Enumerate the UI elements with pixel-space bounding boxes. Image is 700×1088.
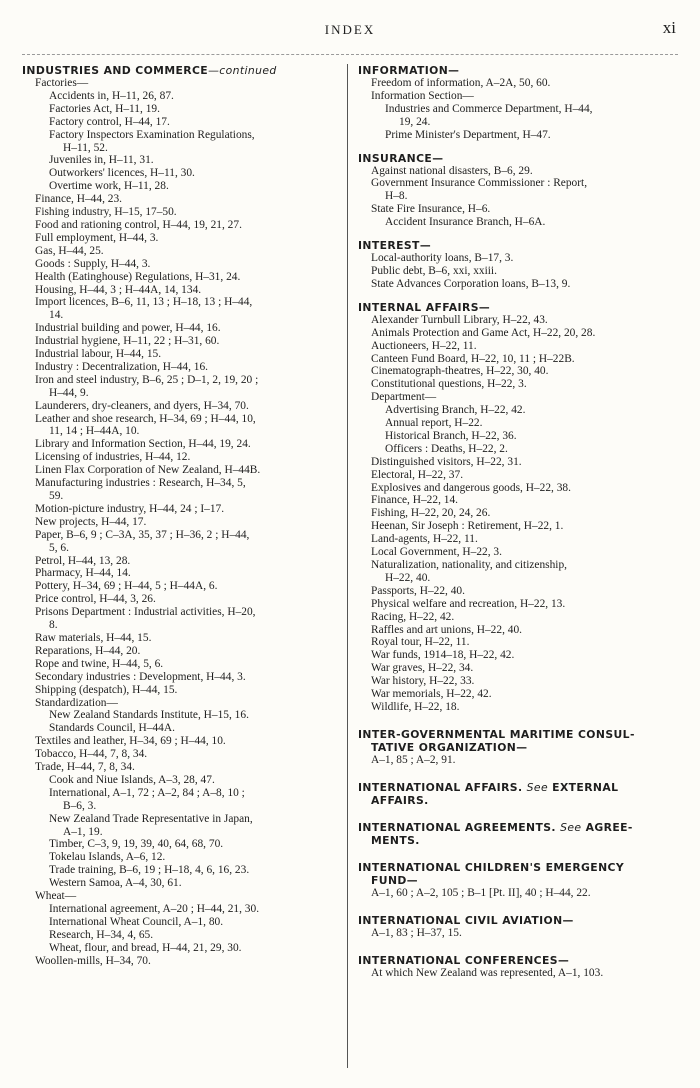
index-entry: [22, 374, 340, 387]
index-entry: [22, 232, 340, 245]
index-entry: [22, 735, 340, 748]
entry-text: INTERNATIONAL CONFERENCES—: [358, 953, 570, 967]
entry-text: Gas, H–44, 25.: [35, 244, 104, 257]
index-entry: [358, 675, 676, 688]
index-entry: [358, 636, 676, 649]
entry-text: Cinematograph-theatres, H–22, 30, 40.: [371, 365, 549, 378]
index-entry: [22, 477, 340, 490]
entry-text: New Zealand Trade Representative in Japan,: [49, 812, 253, 825]
index-entry: [358, 585, 676, 598]
entry-text: Raw materials, H–44, 15.: [35, 631, 152, 644]
index-entry: [358, 353, 676, 366]
entry-text: International agreement, A–20 ; H–44, 21, 30.: [49, 903, 260, 915]
index-heading: [358, 954, 676, 967]
entry-text: Goods : Supply, H–44, 3.: [35, 257, 151, 270]
entry-text: A–1, 19.: [63, 825, 103, 838]
index-entry: [22, 309, 340, 322]
entry-text: Rope and twine, H–44, 5, 6.: [35, 657, 164, 670]
entry-text: Finance, H–44, 23.: [35, 193, 122, 206]
index-entry: [22, 361, 340, 374]
index-entry: [358, 559, 676, 572]
entry-text: Research, H–34, 4, 65.: [49, 928, 154, 941]
entry-text: Textiles and leather, H–34, 69 ; H–44, 10.: [35, 735, 226, 748]
index-entry: [22, 864, 340, 877]
index-entry: [22, 748, 340, 761]
index-column-left: [22, 64, 340, 968]
entry-text: 8.: [49, 619, 58, 632]
page-number: xi: [662, 18, 676, 37]
entry-text: War graves, H–22, 34.: [371, 662, 474, 675]
entry-text: Trade, H–44, 7, 8, 34.: [35, 761, 135, 774]
entry-text: Annual report, H–22.: [385, 417, 483, 430]
entry-text: Reparations, H–44, 20.: [35, 644, 141, 657]
entry-text: Shipping (despatch), H–44, 15.: [35, 683, 178, 696]
index-entry: [22, 826, 340, 839]
entry-text: INTERNATIONAL AFFAIRS.: [358, 780, 523, 794]
index-heading: [358, 239, 676, 252]
entry-text: Standardization—: [35, 696, 118, 709]
index-entry: [22, 154, 340, 167]
index-entry: [358, 252, 676, 265]
entry-text: State Advances Corporation loans, B–13, 9.: [371, 277, 571, 290]
entry-text: War funds, 1914–18, H–22, 42.: [371, 649, 515, 662]
entry-text: Heenan, Sir Joseph : Retirement, H–22, 1.: [371, 520, 564, 533]
index-entry: [22, 580, 340, 593]
index-entry: [22, 645, 340, 658]
entry-text: Tobacco, H–44, 7, 8, 34.: [35, 748, 148, 761]
entry-text: 19, 24.: [399, 115, 431, 128]
entry-text: Paper, B–6, 9 ; C–3A, 35, 37 ; H–36, 2 ; H–44,: [35, 528, 250, 541]
index-entry: [358, 967, 676, 980]
entry-text: Industrial hygiene, H–11, 22 ; H–31, 60.: [35, 335, 220, 348]
index-heading: [358, 781, 676, 794]
index-entry: [22, 619, 340, 632]
entry-text: Explosives and dangerous goods, H–22, 38.: [371, 481, 571, 494]
entry-spacer: [358, 714, 676, 728]
entry-text: B–6, 3.: [63, 799, 97, 812]
index-entry: [358, 103, 676, 116]
index-entry: [22, 296, 340, 309]
entry-text: Local Government, H–22, 3.: [371, 546, 502, 559]
entry-text: Land-agents, H–22, 11.: [371, 533, 478, 546]
entry-text: INSURANCE—: [358, 151, 444, 165]
index-entry: [358, 469, 676, 482]
index-entry: [22, 877, 340, 890]
entry-text: Alexander Turnbull Library, H–22, 43.: [371, 313, 548, 326]
index-entry: [22, 284, 340, 297]
index-entry: [358, 662, 676, 675]
entry-text: 14.: [49, 309, 64, 322]
entry-text: Canteen Fund Board, H–22, 10, 11 ; H–22B.: [371, 352, 575, 365]
index-entry: [358, 546, 676, 559]
entry-text: Accident Insurance Branch, H–6A.: [385, 216, 546, 229]
entry-text: Prisons Department : Industrial activities, H–20,: [35, 606, 256, 619]
index-column-right: [358, 64, 676, 980]
entry-spacer: [358, 847, 676, 861]
entry-text: INTEREST—: [358, 239, 432, 253]
index-entry: [22, 503, 340, 516]
entry-text: Linen Flax Corporation of New Zealand, H–44B.: [35, 464, 261, 477]
entry-text: 59.: [49, 490, 64, 502]
entry-text: International, A–1, 72 ; A–2, 84 ; A–8, 10 ;: [49, 786, 245, 799]
page-header: [0, 0, 700, 60]
entry-text: INFORMATION—: [358, 64, 460, 77]
entry-text: New Zealand Standards Institute, H–15, 16.: [49, 709, 249, 722]
index-entry: [22, 516, 340, 529]
see-reference: See: [560, 820, 582, 834]
index-entry: [22, 555, 340, 568]
entry-text: Import licences, B–6, 11, 13 ; H–18, 13 ; H–44,: [35, 296, 253, 309]
index-entry: [22, 451, 340, 464]
index-heading: [358, 914, 676, 927]
index-entry: [358, 927, 676, 940]
index-heading: [358, 794, 676, 807]
index-entry: [22, 322, 340, 335]
entry-text: H–22, 40.: [385, 571, 431, 584]
entry-text: Wildlife, H–22, 18.: [371, 700, 460, 713]
index-entry: [22, 903, 340, 916]
entry-text: Racing, H–22, 42.: [371, 610, 455, 623]
entry-text: Juveniles in, H–11, 31.: [49, 154, 154, 167]
entry-text: Industrial labour, H–44, 15.: [35, 348, 162, 361]
entry-text: Overtime work, H–11, 28.: [49, 180, 169, 193]
index-entry: [22, 838, 340, 851]
index-entry: [22, 684, 340, 697]
entry-text: Accidents in, H–11, 26, 87.: [49, 89, 174, 102]
index-entry: [22, 348, 340, 361]
index-entry: [358, 77, 676, 90]
index-entry: [358, 649, 676, 662]
entry-text: Food and rationing control, H–44, 19, 21, 27.: [35, 218, 242, 231]
entry-text: Woollen-mills, H–34, 70.: [35, 954, 151, 967]
entry-text: Housing, H–44, 3 ; H–44A, 14, 134.: [35, 283, 202, 296]
index-entry: [358, 340, 676, 353]
index-entry: [358, 754, 676, 767]
entry-text: Passports, H–22, 40.: [371, 584, 465, 597]
index-entry: [358, 90, 676, 103]
entry-text: Western Samoa, A–4, 30, 61.: [49, 877, 182, 890]
page-title: INDEX: [324, 22, 376, 37]
entry-text: A–1, 60 ; A–2, 105 ; B–1 [Pt. II], 40 ; H–44, 22.: [371, 886, 591, 899]
entry-text: Industry : Decentralization, H–44, 16.: [35, 360, 209, 373]
index-entry: [22, 90, 340, 103]
entry-text: Secondary industries : Development, H–44, 3.: [35, 670, 246, 683]
index-entry: [22, 955, 340, 968]
entry-spacer: [358, 807, 676, 821]
entry-text: Industrial building and power, H–44, 16.: [35, 322, 221, 335]
entry-text: Factories Act, H–11, 19.: [49, 102, 160, 115]
index-entry: [22, 542, 340, 555]
continued-label: —continued: [208, 64, 277, 77]
entry-text: A–1, 85 ; A–2, 91.: [371, 753, 456, 766]
entry-text: Fishing, H–22, 20, 24, 26.: [371, 507, 491, 520]
index-heading: [358, 861, 676, 874]
entry-text: Naturalization, nationality, and citizenship,: [371, 559, 568, 571]
entry-text: Motion-picture industry, H–44, 24 ; I–17.: [35, 502, 225, 515]
index-entry: [22, 219, 340, 232]
entry-text: INTERNATIONAL CHILDREN'S EMERGENCY: [358, 860, 625, 874]
entry-text: H–44, 9.: [49, 386, 89, 399]
index-entry: [22, 167, 340, 180]
index-heading: [358, 834, 676, 847]
entry-text: MENTS.: [371, 833, 420, 847]
entry-text: Freedom of information, A–2A, 50, 60.: [371, 77, 551, 89]
index-entry: [22, 929, 340, 942]
entry-text: Factories—: [35, 77, 89, 89]
entry-text: Prime Minister's Department, H–47.: [385, 128, 551, 141]
index-heading: [358, 728, 676, 741]
index-entry: [358, 216, 676, 229]
entry-text: 11, 14 ; H–44A, 10.: [49, 425, 140, 438]
index-entry: [22, 103, 340, 116]
index-entry: [22, 464, 340, 477]
entry-text: INDUSTRIES AND COMMERCE: [22, 64, 209, 77]
index-entry: [22, 335, 340, 348]
see-target: AGREE-: [585, 820, 633, 834]
entry-text: Animals Protection and Game Act, H–22, 20, 28.: [371, 326, 596, 339]
entry-text: State Fire Insurance, H–6.: [371, 203, 491, 216]
entry-text: Tokelau Islands, A–6, 12.: [49, 851, 166, 864]
index-entry: [22, 438, 340, 451]
entry-text: Cook and Niue Islands, A–3, 28, 47.: [49, 773, 215, 786]
index-entry: [358, 507, 676, 520]
index-entry: [358, 265, 676, 278]
index-entry: [358, 482, 676, 495]
entry-text: INTERNATIONAL CIVIL AVIATION—: [358, 913, 574, 927]
entry-text: AFFAIRS.: [371, 793, 429, 807]
entry-text: Health (Eatinghouse) Regulations, H–31, 24.: [35, 270, 241, 283]
entry-text: Pottery, H–34, 69 ; H–44, 5 ; H–44A, 6.: [35, 580, 218, 593]
entry-text: Trade training, B–6, 19 ; H–18, 4, 6, 16, 23.: [49, 864, 250, 877]
entry-text: TATIVE ORGANIZATION—: [371, 740, 528, 754]
entry-text: Wheat—: [35, 890, 77, 903]
entry-text: Distinguished visitors, H–22, 31.: [371, 455, 522, 468]
index-entry: [22, 800, 340, 813]
index-entry: [358, 430, 676, 443]
entry-text: Electoral, H–22, 37.: [371, 468, 464, 481]
index-entry: [22, 851, 340, 864]
entry-text: Full employment, H–44, 3.: [35, 231, 159, 244]
entry-text: Government Insurance Commissioner : Report,: [371, 177, 588, 190]
entry-text: Royal tour, H–22, 11.: [371, 636, 470, 649]
index-entry: [22, 658, 340, 671]
entry-text: International Wheat Council, A–1, 80.: [49, 915, 224, 928]
index-heading: [22, 64, 340, 77]
index-entry: [22, 709, 340, 722]
entry-spacer: [358, 142, 676, 152]
index-entry: [358, 417, 676, 430]
index-entry: [358, 598, 676, 611]
entry-text: Outworkers' licences, H–11, 30.: [49, 167, 195, 180]
entry-text: Pharmacy, H–44, 14.: [35, 567, 131, 580]
index-entry: [22, 180, 340, 193]
index-entry: [22, 245, 340, 258]
entry-text: Public debt, B–6, xxi, xxiii.: [371, 264, 497, 277]
index-entry: [358, 456, 676, 469]
index-entry: [358, 129, 676, 142]
entry-text: New projects, H–44, 17.: [35, 515, 147, 528]
index-entry: [358, 177, 676, 190]
index-entry: [358, 520, 676, 533]
entry-spacer: [358, 900, 676, 914]
index-entry: [22, 129, 340, 142]
entry-text: Leather and shoe research, H–34, 69 ; H–44, 10,: [35, 412, 256, 425]
entry-text: War memorials, H–22, 42.: [371, 688, 492, 701]
index-entry: [22, 387, 340, 400]
entry-text: INTER-GOVERNMENTAL MARITIME CONSUL-: [358, 727, 635, 741]
entry-spacer: [358, 229, 676, 239]
entry-text: Factory control, H–44, 17.: [49, 115, 170, 128]
column-divider: [347, 64, 348, 1068]
index-entry: [22, 697, 340, 710]
index-entry: [22, 942, 340, 955]
entry-text: INTERNATIONAL AGREEMENTS.: [358, 820, 556, 834]
entry-spacer: [358, 291, 676, 301]
entry-text: Advertising Branch, H–22, 42.: [385, 404, 526, 417]
header-rule: [22, 54, 678, 55]
entry-text: A–1, 83 ; H–37, 15.: [371, 926, 462, 939]
index-entry: [358, 327, 676, 340]
index-entry: [22, 787, 340, 800]
entry-text: Petrol, H–44, 13, 28.: [35, 554, 131, 567]
entry-text: 5, 6.: [49, 541, 69, 554]
entry-text: Raffles and art unions, H–22, 40.: [371, 623, 523, 636]
index-entry: [358, 190, 676, 203]
entry-text: Industries and Commerce Department, H–44,: [385, 102, 593, 115]
see-target: EXTERNAL: [552, 780, 619, 794]
index-entry: [358, 887, 676, 900]
entry-text: Constitutional questions, H–22, 3.: [371, 378, 527, 391]
index-entry: [22, 761, 340, 774]
entry-text: Timber, C–3, 9, 19, 39, 40, 64, 68, 70.: [49, 838, 224, 851]
index-entry: [358, 624, 676, 637]
index-entry: [22, 529, 340, 542]
index-entry: [358, 165, 676, 178]
index-entry: [358, 533, 676, 546]
entry-spacer: [358, 940, 676, 954]
entry-text: Officers : Deaths, H–22, 2.: [385, 442, 508, 455]
entry-text: Information Section—: [371, 89, 474, 102]
index-entry: [22, 425, 340, 438]
entry-text: Licensing of industries, H–44, 12.: [35, 451, 191, 464]
index-entry: [358, 314, 676, 327]
entry-text: FUND—: [371, 873, 418, 887]
index-heading: [358, 152, 676, 165]
index-entry: [358, 701, 676, 714]
entry-text: Factory Inspectors Examination Regulations,: [49, 128, 255, 141]
entry-text: Wheat, flour, and bread, H–44, 21, 29, 30.: [49, 941, 242, 954]
entry-text: At which New Zealand was represented, A–1, 103.: [371, 966, 604, 979]
index-entry: [22, 774, 340, 787]
entry-text: Standards Council, H–44A.: [49, 722, 175, 735]
index-entry: [22, 606, 340, 619]
index-entry: [358, 443, 676, 456]
index-entry: [358, 688, 676, 701]
index-heading: [358, 301, 676, 314]
entry-text: Against national disasters, B–6, 29.: [371, 164, 533, 177]
index-entry: [22, 632, 340, 645]
entry-text: Physical welfare and recreation, H–22, 13.: [371, 597, 566, 610]
entry-text: Price control, H–44, 3, 26.: [35, 593, 156, 606]
see-reference: See: [526, 780, 548, 794]
index-entry: [22, 916, 340, 929]
index-heading: [358, 64, 676, 77]
index-heading: [358, 821, 676, 834]
index-entry: [358, 365, 676, 378]
index-entry: [22, 258, 340, 271]
index-entry: [358, 494, 676, 507]
entry-text: Finance, H–22, 14.: [371, 494, 458, 507]
entry-text: Library and Information Section, H–44, 19, 24.: [35, 438, 251, 451]
entry-text: Department—: [371, 391, 437, 404]
index-entry: [358, 404, 676, 417]
entry-text: INTERNAL AFFAIRS—: [358, 300, 491, 314]
entry-text: H–11, 52.: [63, 141, 108, 154]
index-entry: [358, 378, 676, 391]
entry-text: H–8.: [385, 190, 408, 203]
index-entry: [22, 193, 340, 206]
entry-text: Iron and steel industry, B–6, 25 ; D–1, 2, 19, 20 ;: [35, 373, 259, 386]
index-heading: [358, 741, 676, 754]
entry-spacer: [358, 767, 676, 781]
index-entry: [22, 77, 340, 90]
index-entry: [22, 671, 340, 684]
index-entry: [22, 490, 340, 503]
index-entry: [358, 611, 676, 624]
entry-text: Auctioneers, H–22, 11.: [371, 339, 477, 352]
index-entry: [22, 890, 340, 903]
index-entry: [22, 400, 340, 413]
entry-text: Launderers, dry-cleaners, and dyers, H–34, 70.: [35, 399, 249, 412]
index-entry: [358, 278, 676, 291]
index-entry: [22, 813, 340, 826]
entry-text: Historical Branch, H–22, 36.: [385, 429, 517, 442]
index-entry: [358, 116, 676, 129]
entry-text: Fishing industry, H–15, 17–50.: [35, 206, 177, 219]
index-entry: [358, 203, 676, 216]
index-entry: [22, 567, 340, 580]
index-entry: [22, 116, 340, 129]
index-entry: [22, 593, 340, 606]
entry-text: War history, H–22, 33.: [371, 675, 475, 688]
index-entry: [22, 142, 340, 155]
index-entry: [22, 271, 340, 284]
entry-text: Manufacturing industries : Research, H–34, 5,: [35, 477, 246, 490]
index-entry: [22, 722, 340, 735]
index-entry: [22, 413, 340, 426]
index-heading: [358, 874, 676, 887]
index-entry: [358, 391, 676, 404]
entry-text: Local-authority loans, B–17, 3.: [371, 252, 514, 265]
index-entry: [358, 572, 676, 585]
index-entry: [22, 206, 340, 219]
